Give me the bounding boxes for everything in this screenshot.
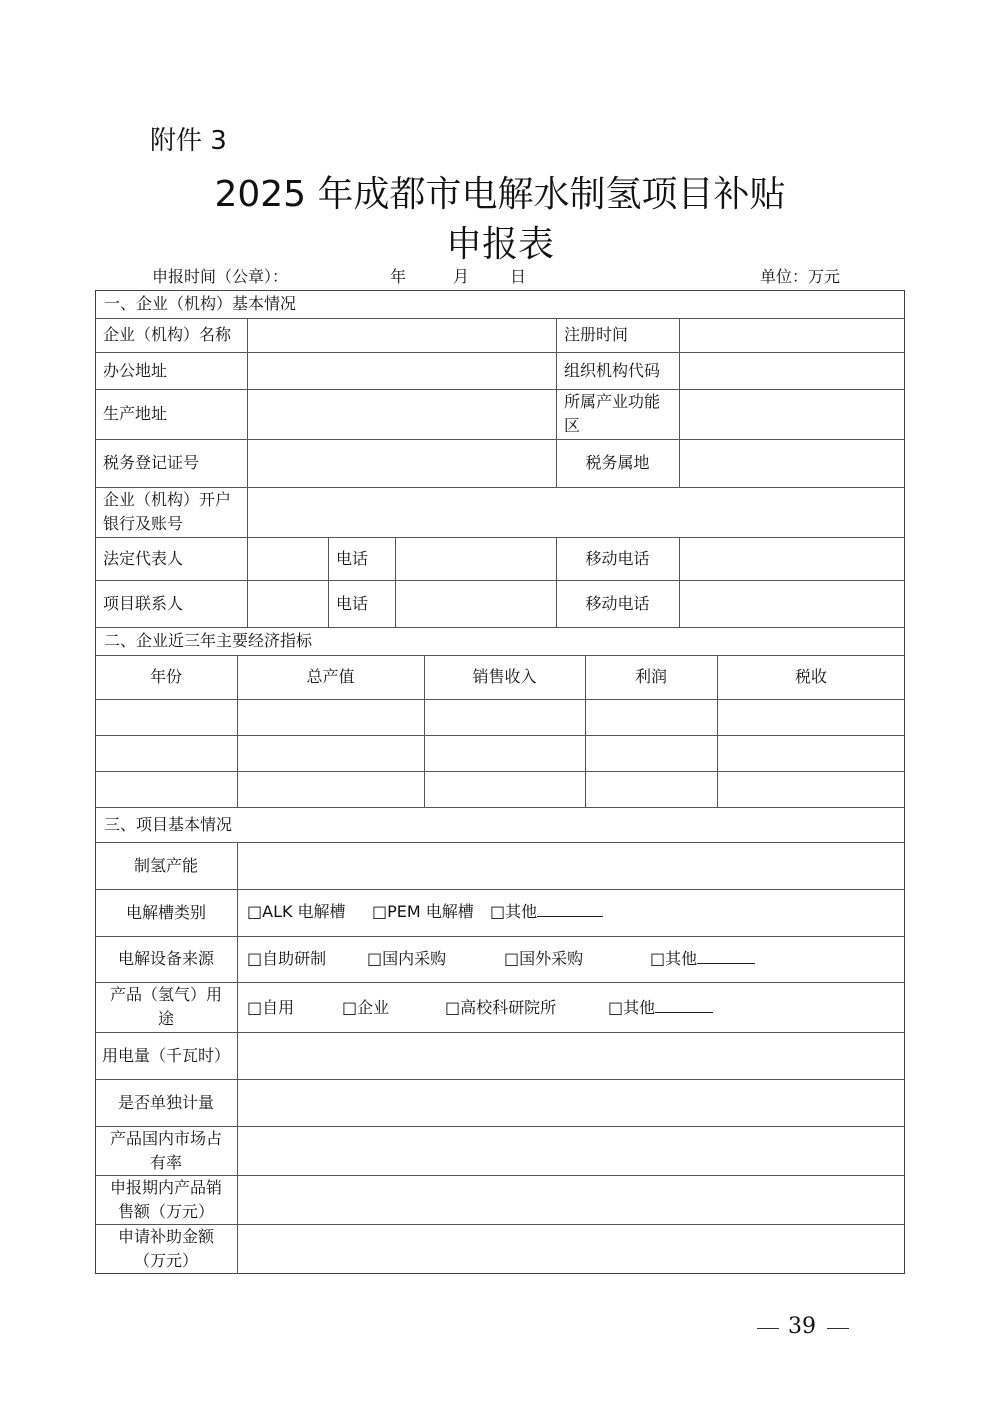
label-mobile: 移动电话 <box>585 548 650 568</box>
option-pem[interactable]: □PEM 电解槽 <box>372 902 474 921</box>
option-use-other[interactable]: □其他 <box>608 996 713 1020</box>
label-production-address: 生产地址 <box>103 404 168 423</box>
label-org-code: 组织机构代码 <box>564 360 661 380</box>
label-equipment-source: 电解设备来源 <box>117 949 214 968</box>
label-project-contact: 项目联系人 <box>103 593 184 613</box>
label-reg-time: 注册时间 <box>564 325 629 344</box>
label-electrolyzer-type: 电解槽类别 <box>125 902 206 922</box>
label-bank-account: 企业（机构）开户 银行及账号 <box>103 490 232 533</box>
date-label: 申报时间（公章）： <box>152 267 289 286</box>
label-h2-capacity: 制氢产能 <box>133 855 198 875</box>
col-year: 年份 <box>149 667 182 686</box>
month-label: 月 <box>453 267 470 286</box>
label-tax-place: 税务属地 <box>585 453 650 472</box>
label-period-sales: 申报期内产品销 售额（万元） <box>109 1177 222 1221</box>
attachment-label: 附件 3 <box>150 126 227 156</box>
label-power-consumption: 用电量（千瓦时） <box>101 1045 230 1065</box>
label-subsidy-amount: 申请补助金额 （万元） <box>117 1227 214 1270</box>
label-market-share: 产品国内市场占 有率 <box>109 1128 222 1172</box>
option-enterprise[interactable]: □企业 <box>342 998 390 1017</box>
option-self-use[interactable]: □自用 <box>247 998 295 1017</box>
option-foreign[interactable]: □国外采购 <box>504 949 584 968</box>
label-legal-rep: 法定代表人 <box>103 548 184 568</box>
option-university[interactable]: □高校科研院所 <box>445 998 557 1017</box>
section1-heading: 一、企业（机构）基本情况 <box>104 294 297 313</box>
form-title-line2: 申报表 <box>445 224 554 265</box>
label-contact-mobile: 移动电话 <box>585 593 650 613</box>
col-sales-revenue: 销售收入 <box>472 667 537 686</box>
col-profit: 利润 <box>634 667 667 686</box>
page-dash-right <box>827 1328 849 1329</box>
option-self-developed[interactable]: □自助研制 <box>247 949 327 968</box>
option-type-other[interactable]: □其他 <box>490 900 603 924</box>
label-company-name: 企业（机构）名称 <box>103 325 232 344</box>
section3-heading: 三、项目基本情况 <box>104 815 233 834</box>
option-alk[interactable]: □ALK 电解槽 <box>247 902 346 921</box>
label-product-use: 产品（氢气）用 途 <box>109 985 222 1028</box>
label-industry-zone: 所属产业功能 区 <box>564 392 661 435</box>
label-contact-phone: 电话 <box>336 593 369 613</box>
col-tax: 税收 <box>794 667 827 686</box>
label-separate-metering: 是否单独计量 <box>117 1092 214 1112</box>
label-tax-reg-no: 税务登记证号 <box>103 453 200 472</box>
form-title-line1: 2025 年成都市电解水制氢项目补贴 <box>214 174 786 215</box>
col-total-output: 总产值 <box>306 667 355 686</box>
unit-label: 单位：万元 <box>760 267 841 286</box>
year-label: 年 <box>390 267 407 286</box>
option-source-other[interactable]: □其他 <box>650 947 755 971</box>
label-phone: 电话 <box>336 548 369 568</box>
day-label: 日 <box>510 267 527 286</box>
page-dash-left <box>757 1328 779 1329</box>
label-office-address: 办公地址 <box>103 360 168 380</box>
section2-heading: 二、企业近三年主要经济指标 <box>104 631 313 650</box>
option-domestic[interactable]: □国内采购 <box>367 949 447 968</box>
